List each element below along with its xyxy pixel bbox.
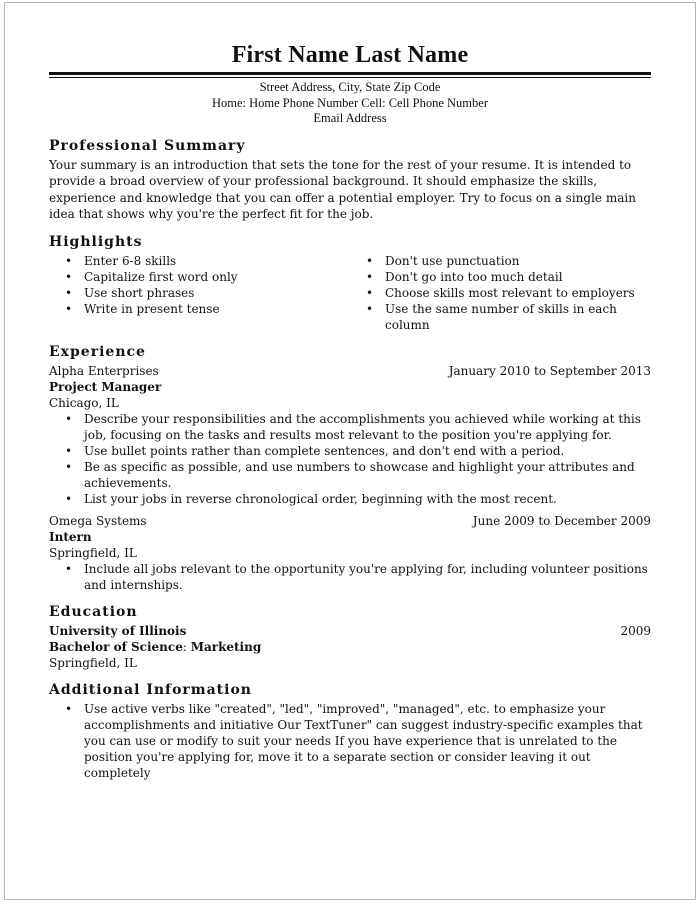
education-separator: :: [182, 639, 191, 654]
job-dates: January 2010 to September 2013: [448, 363, 651, 378]
bullet-icon: •: [65, 491, 73, 506]
education-degree: Bachelor of Science: [49, 639, 183, 654]
job-role: Project Manager: [49, 379, 162, 394]
list-item: • Include all jobs relevant to the opportunity you're applying for, including volunteer positions and internships.: [65, 561, 648, 592]
bullet-icon: •: [65, 443, 73, 458]
bullet-icon: •: [65, 269, 73, 284]
bullet-icon: •: [366, 285, 374, 300]
section-title-highlights: Highlights: [49, 233, 143, 250]
bullet-icon: •: [366, 253, 374, 268]
job-dates: June 2009 to December 2009: [472, 513, 651, 528]
list-item: • Describe your responsibilities and the accomplishments you achieved while working at this job, focusing on the tasks and results most relevant to the position you're applying for.: [65, 411, 641, 442]
resume-content: [49, 41, 651, 781]
education-year: 2009: [620, 623, 651, 638]
job-role: Intern: [49, 529, 92, 544]
education-location: Springfield, IL: [49, 655, 137, 670]
contact-address: Street Address, City, State Zip Code: [259, 80, 441, 94]
section-title-education: Education: [49, 603, 138, 620]
education-major: Marketing: [190, 639, 262, 654]
bullet-icon: •: [65, 301, 73, 316]
list-item: • Don't go into too much detail: [366, 269, 563, 284]
resume-page: [4, 2, 696, 900]
bullet-icon: •: [65, 411, 73, 426]
education-degree-line: [49, 639, 651, 655]
job-company: Alpha Enterprises: [49, 363, 159, 378]
list-item: • Use active verbs like "created", "led", "improved", "managed", etc. to emphasize your accomplishments and initiative Our TextTuner" can suggest industry-specific examples that you can use or modify to suit your needs If you have experience that is unrelated to the position you're applying for, move it to a separate section or consider leaving it out completely: [65, 701, 643, 780]
section-title-experience: Experience: [49, 343, 146, 360]
bullet-icon: •: [65, 459, 73, 474]
education-school: University of Illinois: [49, 623, 187, 638]
summary-text: Your summary is an introduction that sets the tone for the rest of your resume. It is intended to provide a broad overview of your professional background. It should emphasize the skills, experience and knowledge that you can offer a potential employer. Try to focus on a single main idea that shows why you're the perfect fit for the job.: [49, 157, 636, 221]
job-entry: [49, 513, 651, 593]
bullet-icon: •: [366, 301, 374, 316]
header-rule-thin: [49, 77, 651, 78]
list-item: • Use bullet points rather than complete sentences, and don't end with a period.: [65, 443, 565, 458]
bullet-icon: •: [65, 253, 73, 268]
job-company: Omega Systems: [49, 513, 147, 528]
list-item: • Enter 6-8 skills: [65, 253, 177, 268]
job-header-row: [49, 513, 651, 529]
header-rule-thick: [49, 72, 651, 75]
section-title-additional: Additional Information: [49, 681, 252, 698]
job-bullets: [49, 411, 651, 507]
job-entry: [49, 363, 651, 507]
resume-name: First Name Last Name: [231, 42, 469, 68]
contact-block: [49, 80, 651, 127]
list-item: • Choose skills most relevant to employers: [366, 285, 635, 300]
contact-email: Email Address: [313, 111, 387, 125]
highlights-left-list: [49, 253, 350, 333]
highlights-right-list: [350, 253, 651, 333]
list-item: • Use short phrases: [65, 285, 195, 300]
list-item: • Capitalize first word only: [65, 269, 238, 284]
bullet-icon: •: [65, 561, 73, 576]
additional-bullets: [49, 701, 651, 781]
list-item: • Don't use punctuation: [366, 253, 520, 268]
list-item: • List your jobs in reverse chronological order, beginning with the most recent.: [65, 491, 557, 506]
job-bullets: [49, 561, 651, 593]
job-location: Chicago, IL: [49, 395, 119, 410]
bullet-icon: •: [65, 285, 73, 300]
section-title-summary: Professional Summary: [49, 137, 246, 154]
list-item: • Be as specific as possible, and use numbers to showcase and highlight your attributes and achievements.: [65, 459, 635, 490]
education-school-row: [49, 623, 651, 639]
list-item: • Write in present tense: [65, 301, 220, 316]
job-location: Springfield, IL: [49, 545, 137, 560]
highlights-columns: [49, 253, 651, 333]
job-header-row: [49, 363, 651, 379]
bullet-icon: •: [366, 269, 374, 284]
contact-phones: Home: Home Phone Number Cell: Cell Phone Number: [211, 95, 488, 110]
list-item: • Use the same number of skills in each column: [366, 301, 617, 332]
bullet-icon: •: [65, 701, 73, 716]
